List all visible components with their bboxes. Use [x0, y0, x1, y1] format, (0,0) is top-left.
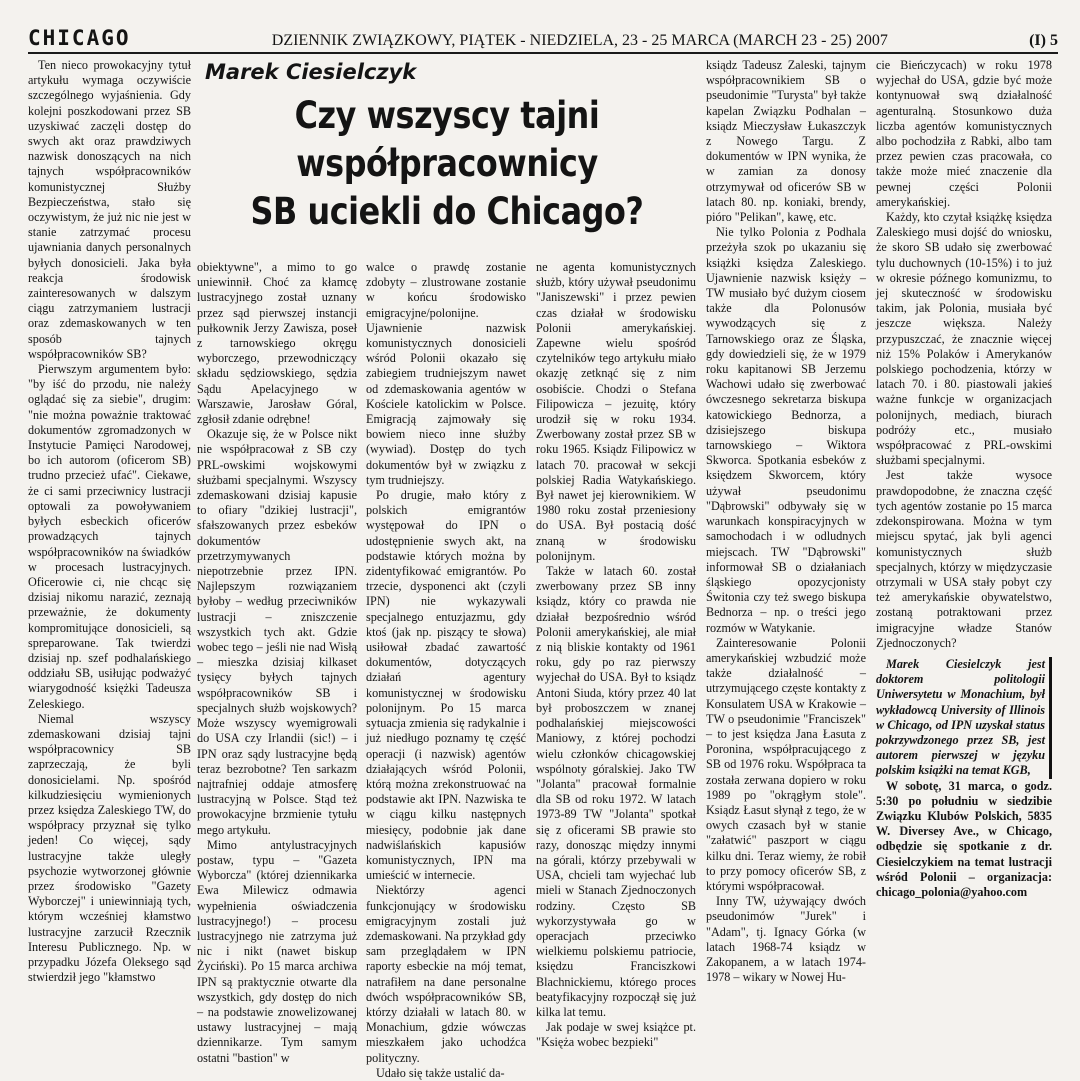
paragraph: Okazuje się, że w Polsce nikt nie współpracował z SB czy PRL-owskimi wojskowymi służbami specjalnymi. Wszyscy zdemaskowani dzisiaj kapusie to ofiary "dzikiej lustracji", sfałszowanych przez esbeków dokumentów przetrzymywanych niepotrzebnie przez IPN. Najlepszym rozwiązaniem byłoby – według przeciwników lustracji – zniszczenie wszystkich tych akt. Gdzie wobec tego – jeśli nie nad Wisłą – mieszka dzisiaj kilkaset tysięcy byłych tajnych współpracowników SB i specjalnych służb wojskowych? Może wszyscy wyemigrowali do USA czy Irlandii (sic!) – i IPN oraz sądy lustracyjne będą teraz bezrobotne? Ten sarkazm najtrafniej oddaje atmosferę lustracyjną w Polsce. Stąd też prowokacyjne brzmienie tytułu mego artykułu. [197, 427, 357, 837]
title-line-1: Czy wszyscy tajni współpracownicy [294, 94, 600, 185]
city-section-label: CHICAGO [28, 26, 131, 50]
title-line-2: SB uciekli do Chicago? [250, 190, 644, 233]
paragraph: Każdy, kto czytał książkę księdza Zaleskiego musi dojść do wniosku, że skoro SB udało się zwerbować tylu duchownych (10-15%) i to już w okresie późnego komunizmu, to jej skuteczność w środowisku takim, jak Polonia, musiała być jeszcze większa. Należy przypuszczać, że znacznie więcej niż 15% Polaków i Amerykanów polskiego pochodzenia, którzy w latach 70. i 80. piastowali jakieś ważne funkcje w organizacjach polonijnych, mediach, biurach podróży etc., musiało współpracować z PRL-owskimi służbami specjalnymi. [876, 210, 1052, 468]
headline-block [197, 58, 697, 256]
paragraph: Udało się także ustalić da- [376, 1065, 505, 1080]
paragraph: Niektórzy agenci funkcjonujący w środowisku emigracyjnym zostali już zdemaskowani. Na przykład gdy sam przeglądałem w IPN raporty esbeckie na mój temat, natrafiłem na dane personalne dwóch współpracowników SB, którzy działali w latach 80. w Monachium, gdzie wówczas mieszkałem jako uchodźca polityczny. [366, 883, 526, 1065]
event-announcement: W sobotę, 31 marca, o godz. 5:30 po południu w siedzibie Związku Klubów Polskich, 5835 W. Diversey Ave., w Chicago, odbędzie się spotkanie z dr. Ciesielczykiem na temat lustracji wśród Polonii – organizacja: chicago_polonia@yahoo.com [876, 778, 1052, 899]
paragraph: Zainteresowanie Polonii amerykańskiej wzbudzić może także działalność – utrzymującego częste kontakty z Konsulatem USA w Krakowie – TW o pseudonimie "Franciszek" – to jest księdza Jana Łasuta z Poronina, współpracującego z SB od 1976 roku. Współpraca ta została zerwana dopiero w roku 1989 po "okrągłym stole". Ksiądz Łasut słynął z tego, że w owych czasach był w stanie "załatwić" paszport w ciągu kilku dni. Teraz wiemy, że robił to przy pomocy oficerów SB, z którymi współpracował. [706, 635, 866, 893]
article-column-4 [536, 260, 696, 1050]
paragraph: Także w latach 60. został zwerbowany przez SB inny ksiądz, który co prawda nie działał bezpośrednio wśród Polonii amerykańskiej, ale miał z nią bliskie kontakty od 1961 roku, gdy po raz pierwszy wyjechał do USA. Był to ksiądz Antoni Siuda, który przez 40 lat był proboszczem w znanej podhalańskiej miejscowości Maniowy, z której pochodzi wielu członków chicagowskiej wspólnoty góralskiej. Jako TW "Jolanta" pracował formalnie dla SB od roku 1972. W latach 1973-89 TW "Jolanta" spotkał się z oficerami SB prawie sto razy, donosząc między innymi na górali, którzy przebywali w USA, chcieli tam wyjechać lub mieli w Stanach Zjednoczonych rodziny. Często SB wykorzystywała go w operacjach przeciwko wielkiemu polskiemu patriocie, księdzu Franciszkowi Blachnickiemu, którego proces beatyfikacyjny rozpoczął się już kilka lat temu. [536, 564, 696, 1019]
paragraph: obiektywne", a mimo to go uniewinnił. Choć za kłamcę lustracyjnego został uznany przez sąd pierwszej instancji pułkownik Jerzy Zawisza, poseł z tarnowskiego okręgu wyborczego, przewodniczący składu sędziowskiego, sędzia Sądu Apelacyjnego w Warszawie, Jarosław Góral, zgłosił zdanie odrębne! [197, 260, 357, 427]
masthead [28, 26, 1058, 54]
article-column-5 [706, 58, 866, 985]
article-author: Marek Ciesielczyk [205, 60, 417, 84]
paragraph: Inny TW, używający dwóch pseudonimów "Jurek" i "Adam", tj. Ignacy Górka (w latach 1968-74 ksiądz w Zakopanem, a w latach 1974-1978 – wikary w Nowej Hu- [706, 894, 866, 985]
author-bio: Marek Ciesielczyk jest doktorem politologii Uniwersytetu w Monachium, był wykładowcą University of Illinois w Chicago, od IPN uzyskał status pokrzywdzonego przez SB, jest autorem pierwszej w języku polskim książki na temat KGB, [876, 657, 1052, 779]
article-title [232, 92, 662, 236]
article-column-6 [876, 58, 1052, 963]
paragraph: cie Bieńczycach) w roku 1978 wyjechał do USA, gdzie być może kontynuował swą działalność agenturalną. Stosunkowo duża liczba agentów komunistycznych albo pochodziła z Rabki, albo tam przez pewien czas pracowała, co także może mieć znaczenie dla pewnej części Polonii amerykańskiej. [876, 58, 1052, 209]
paragraph: Ten nieco prowokacyjny tytuł artykułu wymaga oczywiście szczególnego wyjaśnienia. Gdy kolejni poszkodowani przez SB uzyskiwać zaczęli dostęp do swych akt oraz prawdziwych nazwisk donoszących na nich tajnych współpracowników komunistycznej Służby Bezpieczeństwa, stało się oczywistym, że już nic nie jest w stanie zatrzymać procesu ujawniania danych personalnych byłych donosicieli. Jaka była reakcja środowisk zainteresowanych w dalszym ciągu zatrzymaniem lustracji oraz zdemaskowanych w ten sposób tajnych współpracowników SB? [28, 58, 191, 361]
paragraph: ne agenta komunistycznych służb, który używał pseudonimu "Janiszewski" i przez pewien czas działał w środowisku Polonii amerykańskiej. Zapewne wielu spośród czytelników tego artykułu miało okazję zetknąć się z nim osobiście. Chodzi o Stefana Filipowicza – jezuitę, który urodził się w roku 1934. Zwerbowany został przez SB w roku 1965. Ksiądz Filipowicz w latach 70. pracował w sekcji polskiej Radia Watykańskiego. Był nawet jej kierownikiem. W 1980 roku został przeniesiony do USA. Był postacią dość znaną w środowisku polonijnym. [536, 260, 696, 563]
article-column-2 [197, 260, 357, 1065]
paragraph: Jest także wysoce prawdopodobne, że znaczna część tych agentów zostanie po 15 marca zdekonspirowana. Można w tym miejscu spytać, jak byli agenci komunistycznych służb specjalnych, którzy w międzyczasie otrzymali w USA stały pobyt czy też amerykańskie obywatelstwo, zostaną potraktowani przez imigracyjne władze Stanów Zjednoczonych? [876, 468, 1052, 650]
paragraph: Niemal wszyscy zdemaskowani dzisiaj tajni współpracownicy SB zaprzeczają, że byli donosicielami. Np. spośród kilkudziesięciu wymienionych przez księdza Zaleskiego TW, do współpracy przyznał się tylko jeden! Co więcej, sądy lustracyjne także uległy psychozie wytworzonej głównie przez środowisko "Gazety Wyborczej" i uniewinniają tych, którym wcześniej kłamstwo lustracyjne zarzucił Rzecznik Interesu Publicznego. Np. w przypadku Józefa Oleksego sąd stwierdził jego "kłamstwo [28, 711, 191, 985]
article-column-1 [28, 58, 191, 985]
paragraph: walce o prawdę zostanie zdobyty – zlustrowane zostanie w końcu środowisko emigracyjne/polonijne. Ujawnienie nazwisk komunistycznych donosicieli wśród Polonii okazało się zabiegiem trudniejszym nawet od zdemaskowania agentów w Kościele katolickim w Polsce. Emigracją zajmowały się bowiem nieco inne służby (wywiad). Dostęp do tych dokumentów był w związku z tym trudniejszy. [366, 260, 526, 487]
article-column-3 [366, 260, 526, 1080]
page-number: (I) 5 [1029, 32, 1058, 49]
paragraph: Po drugie, mało który z polskich emigrantów występował do IPN o udostępnienie swych akt, na podstawie których można by zidentyfikować emigrantów. Po trzecie, dysponenci akt (czyli IPN) nie wykazywali specjalnego entuzjazmu, gdy ktoś (jak np. piszący te słowa) usiłował zbadać zawartość dokumentów, dotyczących działań agentury komunistycznej w środowisku polonijnym. Po 15 marca sytuacja zmienia się radykalnie i już niedługo poznamy tę część operacji (i nazwisk) agentów działających wśród Polonii, którą można zrekonstruować na podstawie akt IPN. Nazwiska te w ciągu kilku następnych miesięcy, podobnie jak dane nadwiślańskich kapusiów komunistycznych, IPN ma umieścić w internecie. [366, 488, 526, 883]
paragraph: Jak podaje w swej książce pt. "Księża wobec bezpieki" [536, 1020, 696, 1050]
paragraph: Nie tylko Polonia z Podhala przeżyła szok po ukazaniu się książki księdza Zaleskiego. Ujawnienie nazwisk księży – TW musiało być dużym ciosem także dla Polonusów wywodzących się z Tarnowskiego oraz ze Śląska, gdy dowiedzieli się, że w 1979 roku kapitanowi SB Jerzemu Wachowi udało się zwerbować ówczesnego sekretarza biskupa katowickiego Bednorza, a dzisiejszego biskupa tarnowskiego – Wiktora Skworca. Spotkania esbeków z księdzem Skworcem, który używał pseudonimu "Dąbrowski" odbywały się w warunkach konspiracyjnych w samochodach i w odludnych miejscach. TW "Dąbrowski" informował SB o działaniach śląskiego opozycjonisty Świtonia czy też swego biskupa Bednorza – np. o treści jego rozmów w Watykanie. [706, 225, 866, 635]
paragraph: ksiądz Tadeusz Zaleski, tajnym współpracownikiem SB o pseudonimie "Turysta" był także kapelan Związku Podhalan – ksiądz Mieczysław Łukaszczyk z Nowego Targu. Z dokumentów w IPN wynika, że w zamian za donosy otrzymywał od oficerów SB w latach 80. np. koniaki, brendy, pióro "Pelikan", kawę, etc. [706, 58, 866, 225]
newspaper-dateline: DZIENNIK ZWIĄZKOWY, PIĄTEK - NIEDZIELA, 23 - 25 MARCA (MARCH 23 - 25) 2007 [271, 32, 888, 49]
paragraph: Pierwszym argumentem było: "by iść do przodu, nie należy oglądać się za siebie", drugim: "nie można poważnie traktować dokumentów zgromadzonych w Instytucie Pamięci Narodowej, bo ich autorom (oficerom SB) trudno przecież ufać". Ciekawe, że ci sami przeciwnicy lustracji optowali za powoływaniem byłych esbeckich oficerów prowadzących tajnych współpracowników na świadków w procesach lustracyjnych. Oficerowie ci, nie chcąc się dzisiaj nikomu narazić, zeznają przeważnie, że dokumenty kompromitujące donosicieli, są spreparowane. Tak twierdzi dzisiaj np. szef podhalańskiego oddziału SB, usiłując podważyć wiarygodność księżki Tadeusza Zeleskiego. [28, 362, 191, 711]
paragraph: Mimo antylustracyjnych postaw, typu – "Gazeta Wyborcza" (której dziennikarka Ewa Milewicz odmawia wypełnienia oświadczenia lustracyjnego!) – procesu lustracyjnego nie zatrzyma już nic i nikt (nawet biskup Życiński). Po 15 marca archiwa IPN są praktycznie otwarte dla wszystkich, gdy dostęp do nich – na podstawie znowelizowanej ustawy lustracyjnej – mają dziennikarze. Tym samym ostatni "bastion" w [197, 837, 357, 1065]
